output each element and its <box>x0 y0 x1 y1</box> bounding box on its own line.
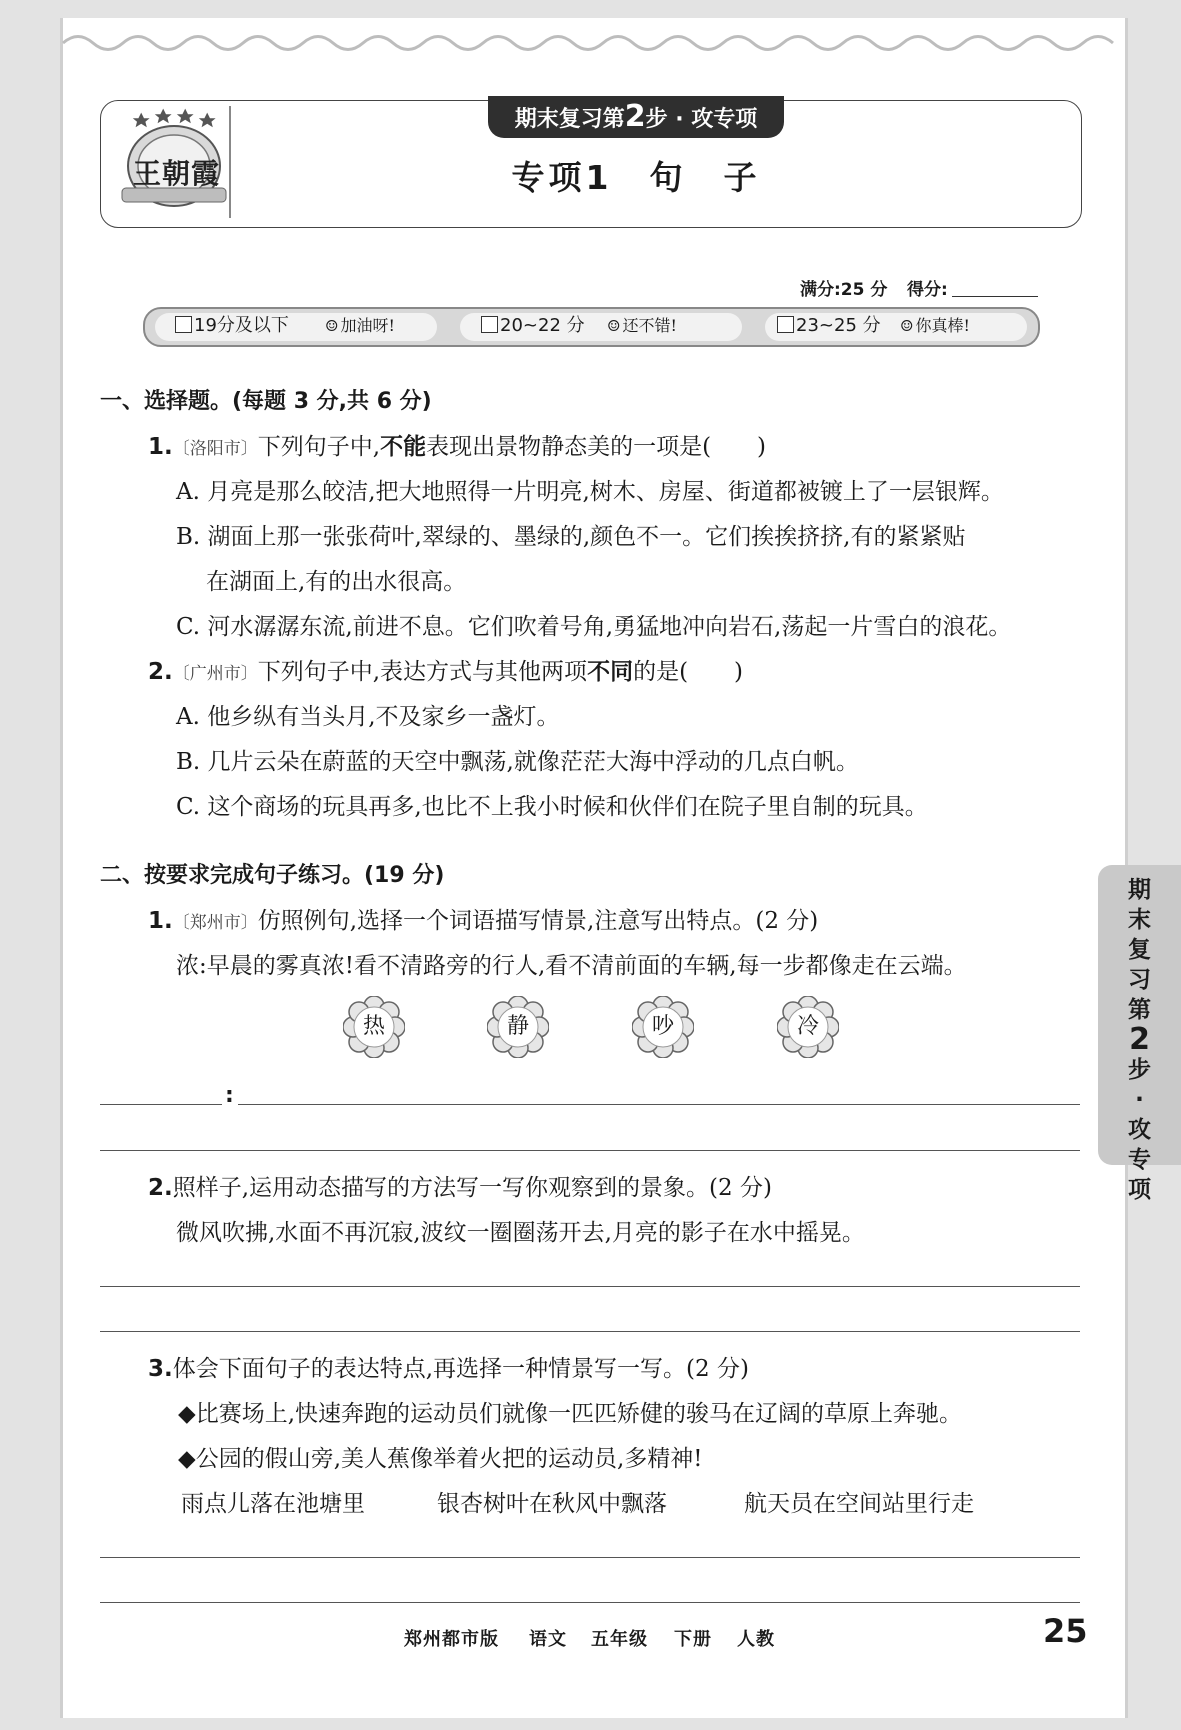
side-tab-number: 2 <box>1129 1022 1150 1057</box>
region-tag: 〔广州市〕 <box>172 664 258 684</box>
question-stem: 体会下面句子的表达特点,再选择一种情景写一写。(2 分) <box>172 1356 749 1382</box>
word-option-flower-3[interactable] <box>632 996 694 1058</box>
question-2-1 <box>148 902 818 935</box>
footer-volume: 下册 <box>674 1629 712 1650</box>
option-c[interactable]: C. 河水潺潺东流,前进不息。它们吹着号角,勇猛地冲向岩石,荡起一片雪白的浪花。 <box>176 614 1012 640</box>
option-c[interactable]: C. 这个商场的玩具再多,也比不上我小时候和伙伴们在院子里自制的玩具。 <box>176 794 928 820</box>
word-option-flower-2[interactable] <box>487 996 549 1058</box>
scene-choice[interactable]: 雨点儿落在池塘里 <box>181 1491 365 1517</box>
word-option: 冷 <box>796 1014 819 1039</box>
question-1-2 <box>148 653 743 686</box>
answer-line[interactable] <box>238 1104 1080 1105</box>
section-2-heading: 二、按要求完成句子练习。(19 分) <box>100 863 445 888</box>
rating-option-1[interactable] <box>175 313 289 339</box>
word-option: 热 <box>362 1014 385 1039</box>
step-prefix: 期末复习第 <box>514 107 625 132</box>
rating-option-3[interactable] <box>777 313 881 339</box>
word-option-flower-4[interactable] <box>777 996 839 1058</box>
footer-publisher: 人教 <box>737 1629 775 1650</box>
page-title: 专项1 句 子 <box>511 158 761 197</box>
smiley-face-icon: ☺ <box>607 317 621 335</box>
rating-comment-2 <box>607 313 677 339</box>
logo-text: 王朝霞 <box>133 157 221 190</box>
region-tag: 〔郑州市〕 <box>172 913 258 933</box>
score-blank-line[interactable] <box>952 296 1038 297</box>
option-b[interactable]: B. 几片云朵在蔚蓝的天空中飘荡,就像茫茫大海中浮动的几点白帆。 <box>176 749 859 775</box>
rating-range: 19分及以下 <box>194 315 289 336</box>
step-suffix: 步 · 攻专项 <box>645 107 758 132</box>
answer-line[interactable] <box>100 1286 1080 1287</box>
option-b[interactable]: B. 湖面上那一张张荷叶,翠绿的、墨绿的,颜色不一。它们挨挨挤挤,有的紧紧贴 <box>176 524 966 550</box>
rating-comment: 还不错! <box>622 316 677 335</box>
footer-subject: 语文 <box>529 1629 567 1650</box>
answer-line[interactable] <box>100 1557 1080 1558</box>
question-number: 2. <box>148 1175 173 1201</box>
question-2-3 <box>148 1350 749 1383</box>
rating-range: 23~25 分 <box>796 315 881 336</box>
region-tag: 〔洛阳市〕 <box>172 439 258 459</box>
example-sentence: 微风吹拂,水面不再沉寂,波纹一圈圈荡开去,月亮的影子在水中摇晃。 <box>176 1220 865 1246</box>
rating-comment-1 <box>325 313 395 339</box>
question-emphasis: 不同 <box>587 659 634 685</box>
footer-edition: 郑州都市版 <box>404 1629 499 1650</box>
question-number: 1. <box>148 908 173 934</box>
question-number: 1. <box>148 434 173 460</box>
chosen-word-blank[interactable] <box>100 1104 222 1105</box>
side-tab-prefix: 期末复习第 <box>1128 877 1151 1023</box>
rating-option-2[interactable] <box>481 313 585 339</box>
side-tab-suffix: 步·攻专项 <box>1128 1057 1151 1203</box>
answer-line[interactable] <box>100 1602 1080 1603</box>
question-stem: 下列句子中, <box>257 434 381 460</box>
question-stem-end: 的是( ) <box>633 659 744 685</box>
example-sentence: ◆比赛场上,快速奔跑的运动员们就像一匹匹矫健的骏马在辽阔的草原上奔驰。 <box>178 1401 962 1427</box>
word-option: 静 <box>506 1014 529 1039</box>
question-number: 3. <box>148 1356 173 1382</box>
word-option: 吵 <box>651 1014 674 1039</box>
rating-comment: 你真棒! <box>915 316 970 335</box>
score-got-label: 得分: <box>907 280 948 300</box>
question-stem: 仿照例句,选择一个词语描写情景,注意写出特点。(2 分) <box>257 908 819 934</box>
option-a[interactable]: A. 他乡纵有当头月,不及家乡一盏灯。 <box>176 704 560 730</box>
rating-comment-3 <box>900 313 970 339</box>
smiley-face-icon: ☺ <box>325 317 339 335</box>
question-stem: 下列句子中,表达方式与其他两项 <box>257 659 588 685</box>
section-1-heading: 一、选择题。(每题 3 分,共 6 分) <box>100 389 432 414</box>
scene-choice[interactable]: 银杏树叶在秋风中飘落 <box>437 1491 667 1517</box>
step-number: 2 <box>624 99 646 134</box>
question-2-2 <box>148 1169 772 1202</box>
answer-line[interactable] <box>100 1331 1080 1332</box>
example-sentence: 浓:早晨的雾真浓!看不清路旁的行人,看不清前面的车辆,每一步都像走在云端。 <box>176 953 967 979</box>
checkbox-icon[interactable] <box>481 316 498 333</box>
example-sentence: ◆公园的假山旁,美人蕉像举着火把的运动员,多精神! <box>178 1446 703 1472</box>
question-number: 2. <box>148 659 173 685</box>
checkbox-icon[interactable] <box>175 316 192 333</box>
page-number: 25 <box>1043 1612 1088 1650</box>
scene-choice[interactable]: 航天员在空间站里行走 <box>744 1491 974 1517</box>
full-score-label: 满分:25 分 <box>800 280 888 300</box>
option-b-continued: 在湖面上,有的出水很高。 <box>206 569 467 595</box>
question-1-1 <box>148 428 766 461</box>
question-stem: 照样子,运用动态描写的方法写一写你观察到的景象。(2 分) <box>172 1175 772 1201</box>
step-tab <box>488 96 784 138</box>
rating-range: 20~22 分 <box>500 315 585 336</box>
word-option-flower-1[interactable] <box>343 996 405 1058</box>
side-step-tab <box>1098 865 1181 1203</box>
option-a[interactable]: A. 月亮是那么皎洁,把大地照得一片明亮,树木、房屋、街道都被镀上了一层银辉。 <box>176 479 1004 505</box>
question-stem-end: 表现出景物静态美的一项是( ) <box>426 434 767 460</box>
smiley-face-icon: ☺ <box>900 317 914 335</box>
question-emphasis: 不能 <box>380 434 427 460</box>
rating-comment: 加油呀! <box>340 316 395 335</box>
answer-line[interactable] <box>100 1150 1080 1151</box>
top-wavy-edge <box>0 28 1181 58</box>
answer-colon: : <box>225 1083 234 1108</box>
checkbox-icon[interactable] <box>777 316 794 333</box>
footer-grade: 五年级 <box>591 1629 648 1650</box>
